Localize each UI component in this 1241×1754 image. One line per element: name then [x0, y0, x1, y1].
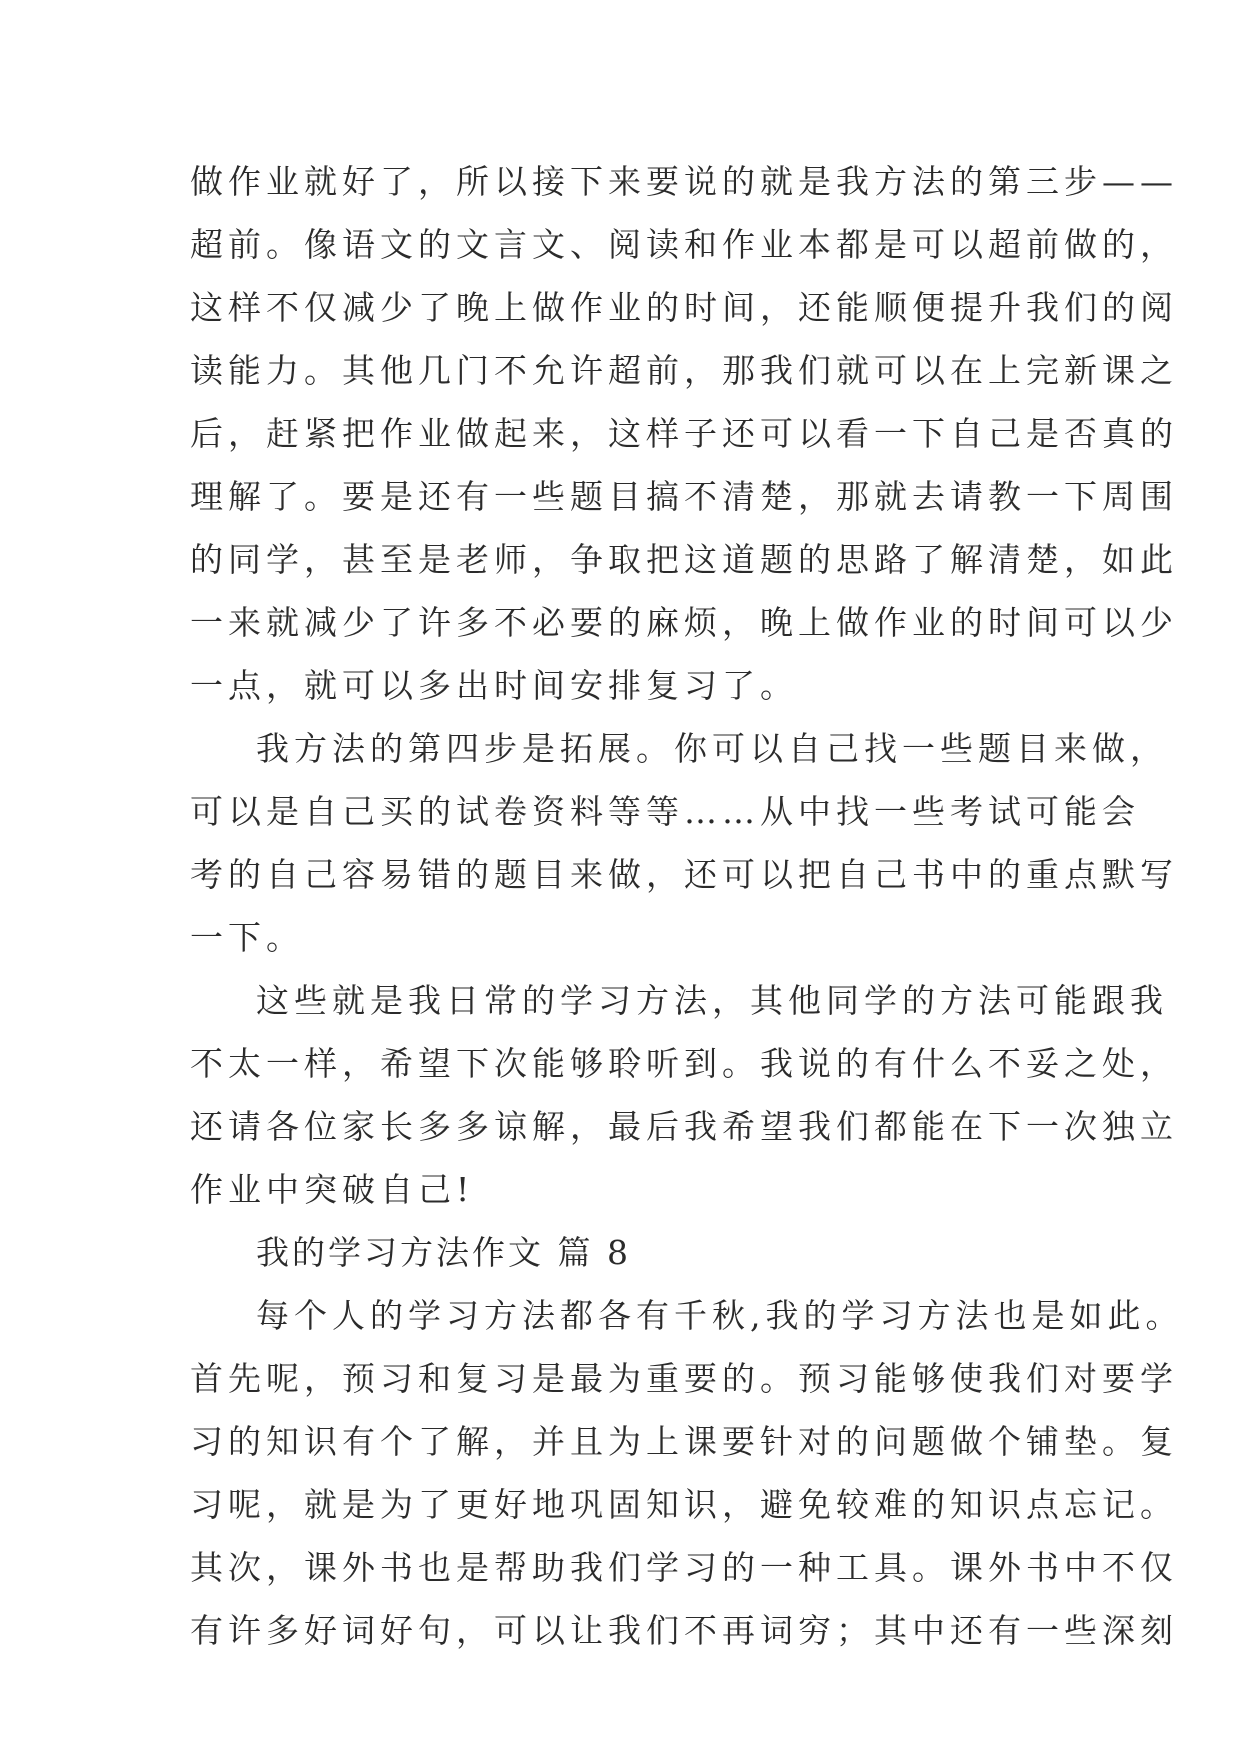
text-line: 作业中突破自己!: [190, 1170, 475, 1209]
text-line: 可以是自己买的试卷资料等等……从中找一些考试可能会: [190, 792, 1140, 831]
text-line: 习呢，就是为了更好地巩固知识，避免较难的知识点忘记。: [190, 1485, 1178, 1524]
text-line: 一来就减少了许多不必要的麻烦，晚上做作业的时间可以少: [190, 603, 1178, 642]
text-line: 一下。: [190, 918, 304, 957]
section-title: 我的学习方法作文 篇 8: [256, 1233, 631, 1272]
text-line: 有许多好词好句，可以让我们不再词穷；其中还有一些深刻: [190, 1611, 1178, 1650]
text-line: 一点，就可以多出时间安排复习了。: [190, 666, 798, 705]
text-line: 理解了。要是还有一些题目搞不清楚，那就去请教一下周围: [190, 477, 1178, 516]
section-heading: [190, 1221, 1060, 1284]
text-line: 这样不仅减少了晚上做作业的时间，还能顺便提升我们的阅: [190, 288, 1178, 327]
text-line: 还请各位家长多多谅解，最后我希望我们都能在下一次独立: [190, 1107, 1178, 1146]
document-body: [190, 150, 1184, 1662]
text-line: 后，赶紧把作业做起来，这样子还可以看一下自己是否真的: [190, 414, 1178, 453]
paragraph-step-four: [190, 717, 1178, 969]
paragraph-step-three: [190, 150, 1178, 717]
text-line: 我方法的第四步是拓展。你可以自己找一些题目来做，: [256, 729, 1168, 768]
text-line: 首先呢，预习和复习是最为重要的。预习能够使我们对要学: [190, 1359, 1178, 1398]
text-line: 不太一样，希望下次能够聆听到。我说的有什么不妥之处，: [190, 1044, 1178, 1083]
text-line: 每个人的学习方法都各有千秋,我的学习方法也是如此。: [256, 1296, 1184, 1335]
text-line: 这些就是我日常的学习方法，其他同学的方法可能跟我: [256, 981, 1168, 1020]
text-line: 读能力。其他几门不允许超前，那我们就可以在上完新课之: [190, 351, 1178, 390]
text-line: 其次，课外书也是帮助我们学习的一种工具。课外书中不仅: [190, 1548, 1178, 1587]
text-line: 习的知识有个了解，并且为上课要针对的问题做个铺垫。复: [190, 1422, 1178, 1461]
text-line: 考的自己容易错的题目来做，还可以把自己书中的重点默写: [190, 855, 1178, 894]
paragraph-conclusion: [190, 969, 1178, 1221]
text-line: 的同学，甚至是老师，争取把这道题的思路了解清楚，如此: [190, 540, 1178, 579]
text-line: 超前。像语文的文言文、阅读和作业本都是可以超前做的，: [190, 225, 1178, 264]
paragraph-essay-eight: [190, 1284, 1184, 1662]
text-line: 做作业就好了，所以接下来要说的就是我方法的第三步——: [190, 162, 1178, 201]
